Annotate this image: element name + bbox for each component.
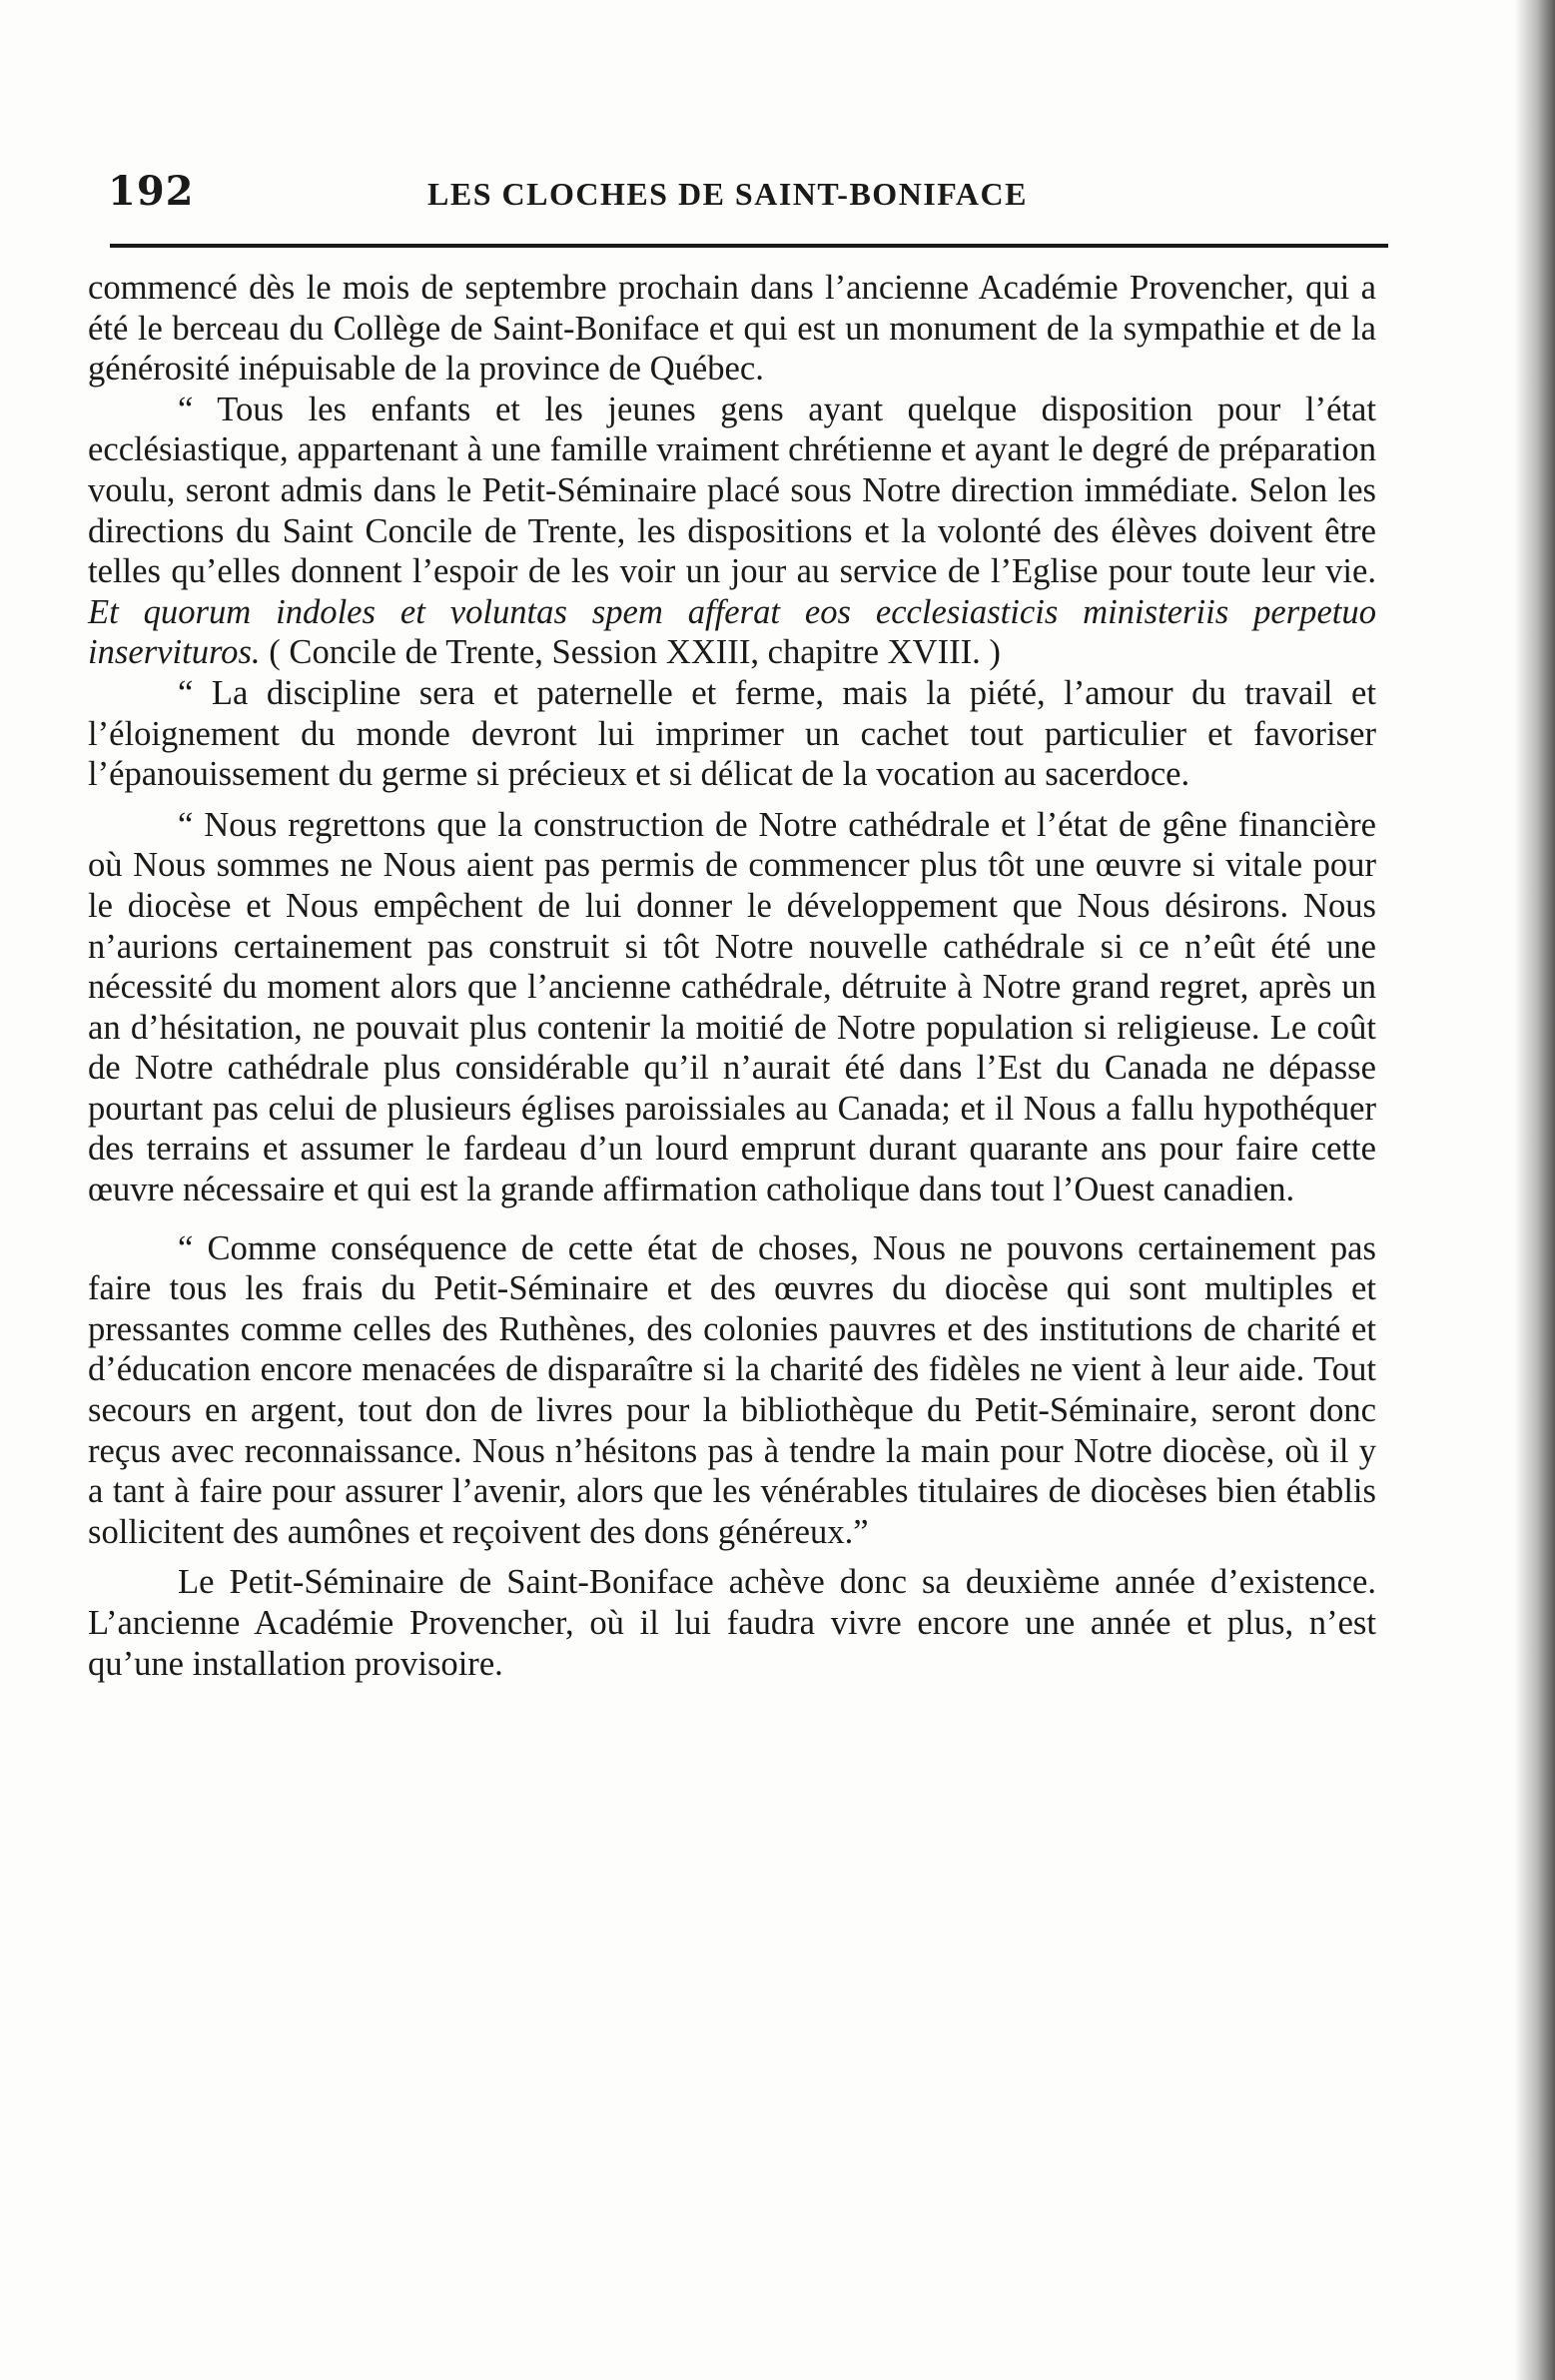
running-title: LES CLOCHES DE SAINT-BONIFACE — [427, 176, 1028, 212]
paragraph-3: “ La discipline sera et paternelle et ferme, mais la piété, l’amour du travail et l’éloignement du monde devront lui imprimer un cachet tout particulier et favoriser l’épanouissement du germe si précieux et si délicat de la vocation au sacerdoce. — [88, 673, 1376, 794]
page-edge-shadow — [1515, 0, 1555, 2380]
paragraph-6: Le Petit-Séminaire de Saint-Boniface achève donc sa deuxième année d’existence. L’ancienne Académie Provencher, où il lui faudra vivre encore une année et plus, n’est qu’une installation provisoire. — [88, 1563, 1376, 1683]
header-rule — [110, 244, 1388, 248]
body-text — [88, 268, 1376, 1684]
citation: ( Concile de Trente, Session XXIII, chapitre XVIII. ) — [260, 633, 1001, 672]
paragraph-1: commencé dès le mois de septembre prochain dans l’ancienne Académie Provencher, qui a été le berceau du Collège de Saint-Boniface et qui est un monument de la sympathie et de la générosité inépuisable de la province de Québec. — [88, 269, 1376, 389]
paragraph-2-text: “ Tous les enfants et les jeunes gens ayant quelque disposition pour l’état ecclésiastique, appartenant à une famille vraiment chrétienne et ayant le degré de préparation voulu, seront admis dans le Petit-Séminaire placé sous Notre direction immédiate. Selon les directions du Saint Concile de Trente, les dispositions et la volonté des élèves doivent être telles qu’elles donnent l’espoir de les voir un jour au service de l’Eglise pour toute leur vie. — [88, 390, 1376, 591]
paragraph-4: “ Nous regrettons que la construction de Notre cathédrale et l’état de gêne financière où Nous sommes ne Nous aient pas permis de commencer plus tôt une œuvre si vitale pour le diocèse et Nous empêchent de lui donner le développement que Nous désirons. Nous n’aurions certainement pas construit si tôt Notre nouvelle cathédrale si ce n’eût été une nécessité du moment alors que l’ancienne cathédrale, détruite à Notre grand regret, après un an d’hésitation, ne pouvait plus contenir la moitié de Notre population si religieuse. Le coût de Notre cathédrale plus considérable qu’il n’aurait été dans l’Est du Canada ne dépasse pourtant pas celui de plusieurs églises paroissiales au Canada; et il Nous a fallu hypothéquer des terrains et assumer le fardeau d’un lourd emprunt durant quarante ans pour faire cette œuvre nécessaire et qui est la grande affirmation catholique dans tout l’Ouest canadien. — [88, 805, 1376, 1209]
paragraph-2 — [88, 390, 1376, 673]
latin-quote: Et quorum indoles et voluntas spem afferat eos ecclesiasticis ministeriis perpetuo inservituros. — [88, 592, 1376, 672]
paragraph-5: “ Comme conséquence de cette état de choses, Nous ne pouvons certainement pas faire tous les frais du Petit-Séminaire et des œuvres du diocèse qui sont multiples et pressantes comme celles des Ruthènes, des colonies pauvres et des institutions de charité et d’éducation encore menacées de disparaître si la charité des fidèles ne vient à leur aide. Tout secours en argent, tout don de livres pour la bibliothèque du Petit-Séminaire, seront donc reçus avec reconnaissance. Nous n’hésitons pas à tendre la main pour Notre diocèse, où il y a tant à faire pour assurer l’avenir, alors que les vénérables titulaires de diocèses bien établis sollicitent des aumônes et reçoivent des dons généreux.” — [88, 1228, 1376, 1551]
page-number: 192 — [108, 168, 195, 215]
page-header — [108, 168, 1388, 228]
